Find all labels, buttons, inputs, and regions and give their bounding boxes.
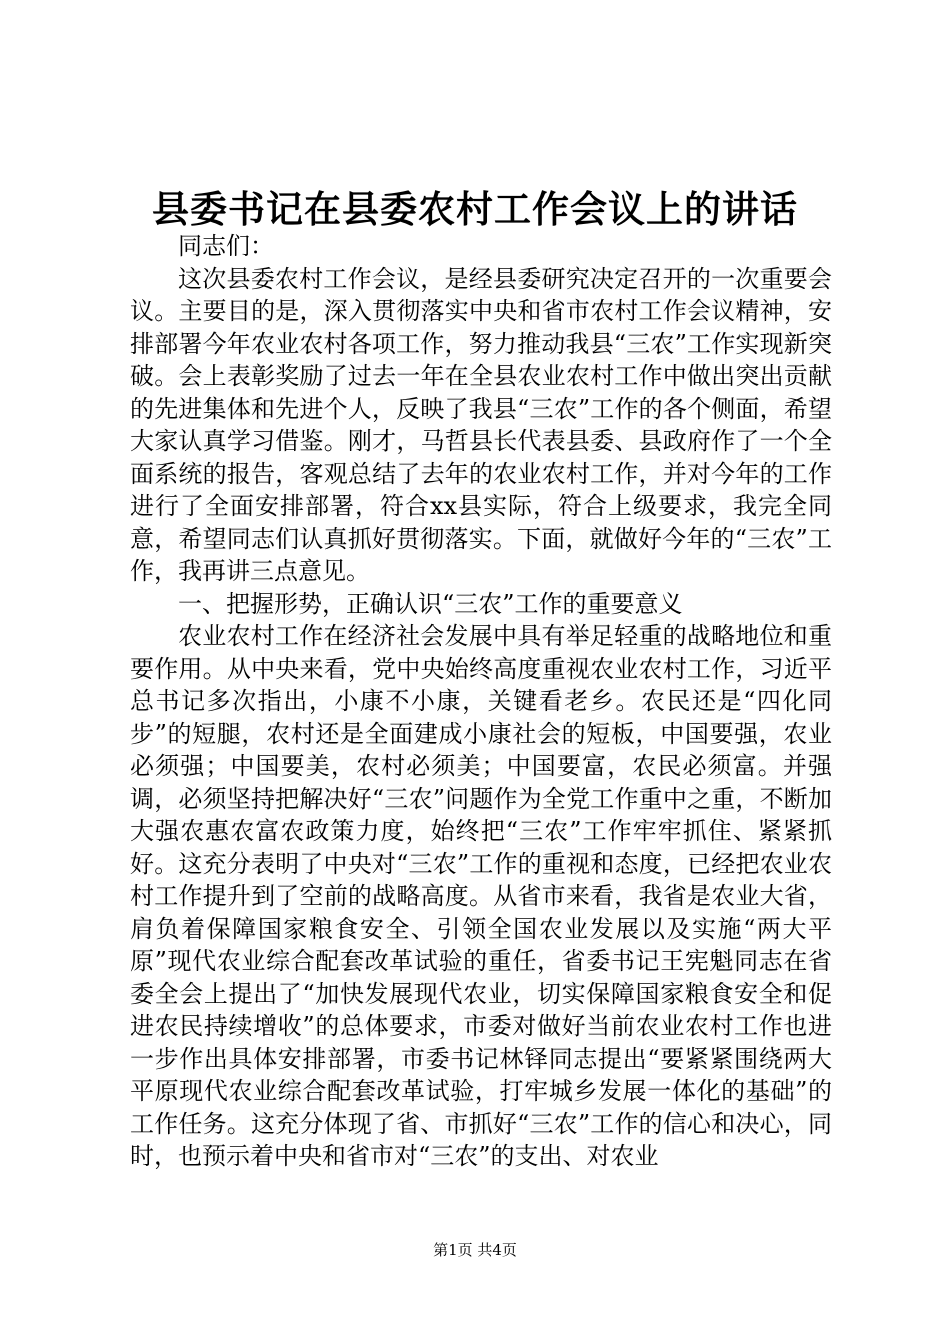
document-body [130,230,832,1173]
page-footer: 第1页 共4页 [433,1241,517,1259]
paragraph-intro: 这次县委农村工作会议，是经县委研究决定召开的一次重要会议。主要目的是，深入贯彻落实中央和省市农村工作会议精神，安排部署今年农业农村各项工作，努力推动我县“三农”工作实现新突破。会上表彰奖励了过去一年在全县农业农村工作中做出突出贡献的先进集体和先进个人，反映了我县“三农”工作的各个侧面，希望大家认真学习借鉴。刚才，马哲县长代表县委、县政府作了一个全面系统的报告，客观总结了去年的农业农村工作，并对今年的工作进行了全面安排部署，符合xx县实际，符合上级要求，我完全同意，希望同志们认真抓好贯彻落实。下面，就做好今年的“三农”工作，我再讲三点意见。 [130,264,832,585]
salutation: 同志们： [178,232,274,260]
paragraph-section-1: 农业农村工作在经济社会发展中具有举足轻重的战略地位和重要作用。从中央来看，党中央始终高度重视农业农村工作，习近平总书记多次指出，小康不小康，关键看老乡。农民还是“四化同步”的短腿，农村还是全面建成小康社会的短板，中国要强，农业必须强；中国要美，农村必须美；中国要富，农民必须富。并强调，必须坚持把解决好“三农”问题作为全党工作重中之重，不断加大强农惠农富农政策力度，始终把“三农”工作牢牢抓住、紧紧抓好。这充分表明了中央对“三农”工作的重视和态度，已经把农业农村工作提升到了空前的战略高度。从省市来看，我省是农业大省，肩负着保障国家粮食安全、引领全国农业发展以及实施“两大平原”现代农业综合配套改革试验的重任，省委书记王宪魁同志在省委全会上提出了“加快发展现代农业，切实保障国家粮食安全和促进农民持续增收”的总体要求，市委对做好当前农业农村工作也进一步作出具体安排部署，市委书记林铎同志提出“要紧紧围绕两大平原现代农业综合配套改革试验，打牢城乡发展一体化的基础”的工作任务。这充分体现了省、市抓好“三农”工作的信心和决心，同时，也预示着中央和省市对“三农”的支出、对农业 [130,622,832,1170]
section-heading-1: 一、把握形势，正确认识“三农”工作的重要意义 [178,589,683,618]
document-title: 县委书记在县委农村工作会议上的讲话 [152,187,798,231]
